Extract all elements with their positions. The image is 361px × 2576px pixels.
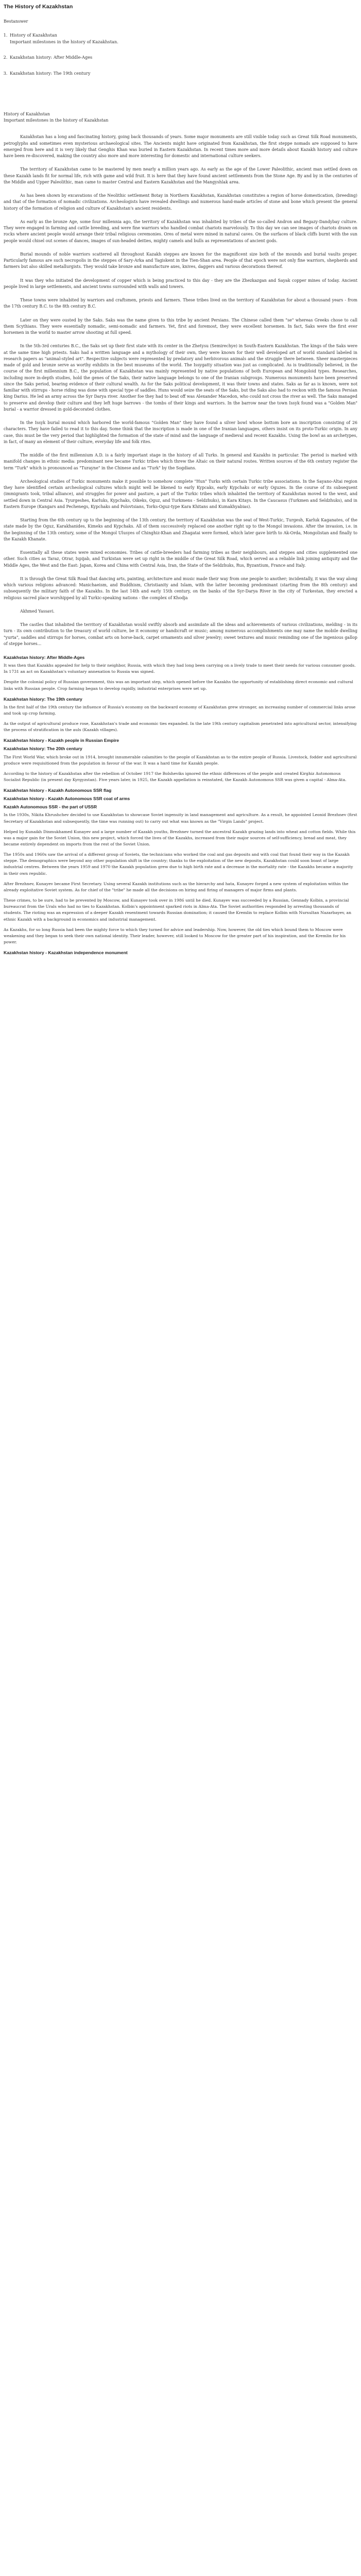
section-body [4,134,357,647]
body-paragraph: In the 5th-3rd centuries B.C., the Saks set up their first state with its center in the Zhetysu (Semirechye) in South-Eastern Kazakhstan. The kings of the Saks were at the same time high priests. Saks had a written language and a mythology of their own, they were known for their well developed art of world standard labeled in research papers as "animal-styled art". Respective subjects were represented by predatory and herbivorous animals and the struggle there between. Sheer masterpieces made of gold and bronze serve as worthy exhibits in the best museums of the world. The Issygatty situation was just as complicated. As is traditionally believed, in the course of the first millennium B.C., the population of Kazakhstan was mainly represented by native populations of both European and Mongoloid types. Researches, including more in-depth studies, hold the genes of the Saks, their native language belongs to one of the Iranian subgroups. Numerous monuments have been preserved since the Saks period, bearing evidence of their cultural wealth. As for the Saks political development, it was their towns and states. Saks as far as is known, were not familiar with stirrups - horse riding was done with special type of saddles. Huns would seize the seats of the Saks, but the Saks also had to reckon with the famous Persian king Darius. He led an army across the Syr Darya river. Another foe they had to beat off was Alexander Macedon, who could not cross the river as well. The Saks managed to preserve and develop their culture and they left huge barrows - the tombs of their kings and warriors. In the barrow near the town Issyk found was a "Golden Man" burial - a warrior dressed in gold-decorated clothes. [4,344,357,412]
body-paragraph: Despite the colonial policy of Russian government, this was an important step, which opened before the Kazakhs the opportunity of establishing direct economic and cultural links with Russian people. Crop farming began to develop rapidly, industrial enterprises were set up. [4,680,353,691]
section-subheading: Important milestones in the history of Kazakhstan [4,118,109,123]
body-paragraph: It was they who initiated the development of copper which is being practiced to this day - they are the Zhezkazgan and Sayak copper mines of today. Ancient people lived in large settlements, and ancient towns surrounded with walls and towers. [4,278,357,289]
body-paragraph: As Kazakhs, for so long Russia had been the mighty force to which they turned for advice and leadership. Now, however, the old ties which bound them to Moscow were weakening and they began to seek their own national identity. Their leader, however, still looked to Moscow for the greater part of his inspiration, and the Kremlin for his power. [4,927,346,945]
body-paragraph: Burial mounds of noble warriors scattered all throughout Kazakh steppes are known for the magnificent size both of the mounds and burial vaults proper. Particularly famous are such necropolis in the steppes of Sary-Arka and Tagiskent in the Tien-Shan area. People of that epoch were not only fine warriors, shepherds and farmers but also skilled metallurgists. They would take bronze and manufacture axes, knives, daggers and various decorations thereof. [4,251,357,269]
body-paragraph: After Brezhnev, Kunayev became First Secretary. Using several Kazakh institutions such as the hierarchy and hata, Kunayev forged a new system of exploitation within the already exploitative Soviet system. As for chief of the "tribe" he made all the decisions on hiring and firing of managers of major firms and plants. [4,881,349,892]
body-paragraph: Kazakhstan has a long and fascinating history, going back thousands of years. Some major monuments are still visible today such as Great Silk Road monuments, petroglyphs and sometimes even mysterious archaeological sites. The Ancients might have originated from Kazakhstan, the first steppe nomads are supposed to have emerged from here and it is very likely that Genghis Khan was buried in Eastern Kazakhstan. In recent times more and more details about Kazakh history and culture have been re-discovered, making the country also more and more interesting for domestic and international culture seekers. [4,134,357,159]
toc-item-title[interactable]: Kazakhstan history: The 19th century [10,70,91,76]
section-heading: Kazakhstan history: After Middle-Ages [4,655,85,660]
section-heading: Kazakhstan history - Kazakh Autonomous SSR coat of arms [4,796,130,802]
body-paragraph: Essentially all these states were mixed economies. Tribes of cattle-breeders had farming tribes as their neighbours, and steppes and cities supplemented one other. Such cities as Taraz, Otrar, Ispijab, and Turkistan were set up right in the middle of the Great Silk Road, which served as a reliable link joining antiquity and the Middle Ages, the West and the East: Japan, Korea and China with Central Asia, Iran, the State of the Seldzhuks, Rus, Byzantium, France and Italy. [4,550,357,568]
body-paragraph: As early as the bronze Age, some four millennia ago, the territory of Kazakhstan was inhabited by tribes of the so-called Andron and Begazy-Dandybay culture. They were engaged in farming and cattle breeding, and were fine warriors who handled combat chariots marvelously. To this day we can see images of chariots drawn on rocks where ancient people would arrange their tribal religious ceremonies. Ores of metal were mined in natural caves. On the surfaces of black cliffs burnt with the sun people would chisel out scenes of dances, images of sun-headed deities, mighty camels and bulls as representations of ancient gods. [4,219,357,243]
body-paragraph: It was then that Kazakhs appealed for help to their neighbor, Russia, with which they had long been carrying on a lively trade to meet their needs for various consumer goods. In 1731 an act on Kazakhstan's voluntary annexation to Russia was signed. [4,663,356,674]
spacer [4,86,357,111]
toc-item[interactable] [9,70,357,76]
body-paragraph: It is through the Great Silk Road that dancing arts, painting, architecture and music made their way from one people to another; incidentally, it was the way along which various religions advanced: Manichaeism, and Buddhism, Christianity and Islam, with the latter becoming predominant (starting from the 8th century) and subsequently the military faith of the Kazakhs. In the last 14th and early 15th century, on the banks of the Syr-Darya River in the city of Turkestan, they erected a religious sacred place worshipped by all Turkic-speaking nations - the complex of Khodja [4,576,357,600]
toc-item[interactable] [9,54,357,60]
body-paragraph: Starting from the 6th century up to the beginning of the 13th century, the territory of Kazakhstan was the seat of West-Turkic, Turgesh, Karluk Kaganates, of the state made by the Oguz, Karakhanides, Kimeks and Kypchaks. All of them successively replaced one another right up to the Mongol invasions. After the invasion, i.e. in the beginning of the 13th century, some of the Mongol Ulusyes of Chinghiz-Khan and Zhagatai were formed, which later gave birth to Ak-Orda, Mongolistan and finally to the Kazakh Khanate. [4,518,357,541]
document-page [0,0,361,968]
body-paragraph: Helped by Kunaikh Dinmukhamed Kunayev and a large number of Kazakh youths, Brezhnev turned the ancestral Kazakh grazing lands into wheat and cotton fields. While this was a major gain for the Soviet Union, this new project, which forced the lives of the Kazakhs, increased from their major sources of self-sufficiency, bread and meat, they became entirely dependent on imports from the rest of the Soviet Union. [4,829,356,846]
body-paragraph: These towns were inhabited by warriors and craftsmen, priests and farmers. These tribes lived on the territory of Kazakhstan for about a thousand years - from the 17th century B.C. to the 8th century B.C. [4,298,357,309]
section-heading: Kazakh Autonomous SSR - the part of USSR [4,804,97,810]
history-sections [4,654,357,956]
body-paragraph: As the output of agricultural produce rose, Kazakhstan's trade and economic ties expanded. In the late 19th century capitalism penetrated into agricultural sector, intensifying the process of stratification in the auls (Kazakh villages). [4,721,357,733]
section-heading: History of Kazakhstan [4,111,50,116]
body-paragraph: The castles that inhabited the territory of Kazakhstan would swiftly absorb and assimilate all the ideas and achievements of various civilizations, melding - in its turn - its own contribution to the treasury of world culture, be it economy or handicraft or music; among numerous accomplishments one may name the mobile dwelling "yurta", saddles and stirrups for horses, combat arts on horse-back, carpet ornaments and silver jewelry; sweet textures and music reminding one of the ingenious gallop of steppe horses... [4,622,357,646]
toc-item[interactable] [9,32,357,45]
body-paragraph: The 1950s and 1960s saw the arrival of a different group of Soviets, the technicians who worked the coal and gas deposits and with coal that found their way in the Kazakh steppe. The demographics were beyond any other population shift in the country; thanks to the exploitation of the new deposits, Kazakhstan could soon boast of large industrial centres. Between the years 1959 and 1970 the Kazakh population grew due to high birth rate and a decrease in the mortality rate - the Kazakhs became a majority in their own republic. [4,852,353,876]
page-title: The History of Kazakhstan [4,4,73,10]
section-heading: Kazakhstan history - Kazakh people in Russian Empire [4,738,119,743]
toc-item-subtitle: Important milestones in the history of Kazakhstan. [10,39,118,44]
body-paragraph: In the Issyk burial mound which harbored the world-famous "Golden Man" they have found a silver bowl whose bottom bore an inscription consisting of 26 characters. They have failed to read it to this day. Some think that the inscription is made in one of the Iranian languages, others insist on its proto-Turkic origin. In any case, this must be the very period that highlighted the formation of the state of mind and the language of medieval and recent Kazakhs. Using the bowl as an archetypes, in fact, of many an element of their culture, everyday life and folk rites. [4,420,357,444]
toc-item-title[interactable]: History of Kazakhstan [10,32,57,38]
toc-item-title[interactable]: Kazakhstan history: After Middle-Ages [10,55,93,60]
body-paragraph: Archeological studies of Turkic monuments make it possible to somehow complete "Hun" Turks with certain Turkic tribe associations. In the Sayano-Altai region they have identified certain archeological cultures which might well be likened to early Kypcaks, early Kypchaks or early Oguzes. In the course of its subsequent (immigrants took, tribal alliance), and struggles for power and pasture, a part of the Turkic tribes which inhabited the territory of Kazakhstan moved to the west, and settled down in Central Asia. Tyurgeshes, Karluks, Kypchaks, Oikeks, Oguz, and Turkmens - Seldzhuks), in Kara Kitays. In the Caucasus (Turkmen and Seldzhuks), and in Eastern Europe (Kangars and Pechenegs, Kypchaks and Polovtsians, Torks-Oguz-type Kara Khitans and Kumakhyabias). [4,479,357,509]
body-paragraph: These crimes, to be sure, had to be prevented by Moscow, and Kunayev took over in 1986 until he died. Kunayev was succeeded by a Russian, Gennady Kolbin, a provincial bureaucrat from the Urals who had no ties to Kazakhstan. Kolbin's appointment sparked riots in Alma-Ata. The Soviet authorities responded by arresting thousands of students. The rioting was an expression of a deeper Kazakh resentment towards Russian domination; it caused the Kremlin to replace Kolbin with Nursultan Nazarbayev, an ethnic Kazakh with a background in economics and industrial management. [4,898,352,922]
body-paragraph: In the 1930s, Nikita Khrushchev decided to use Kazakhstan to showcase Soviet ingenuity in land management and agriculture. As a result, he appointed Leonid Brezhnev (first Secretary of Kazakhstan and subsequently, the time was running out) to carry out what was known as the "Virgin Lands" project. [4,812,357,824]
body-paragraph: The First World War, which broke out in 1914, brought innumerable calamities to the people of Kazakhstan as to the entire people of Russia. Livestock, fodder and agricultural produce were requisitioned from the population in favour of the war. It was a hard time for Kazakh people. [4,754,357,766]
section-heading: Kazakhstan history: The 19th century [4,696,82,702]
section-heading: Kazakhstan history: The 20th century [4,746,82,752]
body-paragraph: As has been shown by excavations of the Neolithic settlement Botay in Northern Kazakhstan, Kazakhstan constitutes a region of horse domestication, (breeding) and that of the formation of nomadic civilizations. Archeologists have revealed dwellings and numerous hand-made articles of stone and bone which present the general history of the formation of religion and culture of Kazakhstan's ancient residents. [4,193,357,211]
body-paragraph: According to the history of Kazakhstan after the rebellion of October 1917 the Bolsheviks ignored the ethnic differences of the people and created Kirghiz Autonomous Socialist Republic (in present day Kyrgyzstan). Five years later, in 1925, the Kazakh appellation is reinstated, the Kazakh Autonomous SSR was given a capital - Alma-Ata. [4,771,347,783]
body-paragraph: Akhmed Yassavi. [20,608,55,614]
section-heading: Kazakhstan history - Kazakh Autonomous SSR flag [4,788,112,793]
body-paragraph: In the first half of the 19th century the influence of Russia's economy on the backward economy of Kazakhstan grew stronger, an increasing number of commercial links arose and took up crop farming. [4,704,356,716]
body-paragraph: The middle of the first millennium A.D. is a fairly important stage in the history of all Turks. In general and Kazakhs in particular. The period is marked with manifold changes in ethnic media: predominant new became Turkic tribes which threw the Altaic on their natural routes. Written sources of the 6th century register the term "Turk" which is pronounced as "Turayne" in the Chinese and as "Turk" by the Sogdians. [4,453,357,470]
section-heading: Kazakhstan history - Kazakhstan independence monument [4,950,128,956]
author-name: Bestanswer [4,19,28,24]
body-paragraph: The territory of Kazakhstan came to be mastered by men nearly a million years ago. As early as the age of the Lower Paleolithic, ancient man settled down on these Kazakh lands fit for normal life, rich with game and wild fruit. It is here that they have found ancient settlements from the Stone Age. By and by in the centuries of the Middle and Upper Paleolithic, man came to master Central and Eastern Kazakhstan and the Mangyshlak area. [4,167,357,184]
table-of-contents [4,32,357,76]
body-paragraph: Later on they were ousted by the Saks. Saks was the name given to this tribe by ancient Persians. The Chinese called them "se" whereas Greeks chose to call them Scythians. They were essentially nomadic, semi-nomadic and farmers. Yet, first and foremost, they were excellent horsemen. In fact, Saks were the first ever horsemen in the world to master arrow shooting at full speed. [4,317,357,335]
